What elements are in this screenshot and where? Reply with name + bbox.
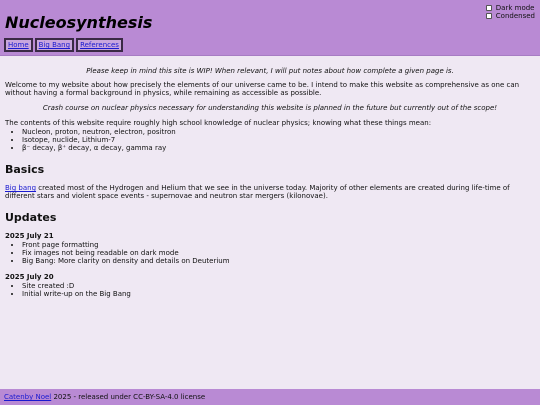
update-date: 2025 July 20 bbox=[5, 273, 54, 281]
updates-heading: Updates bbox=[5, 211, 57, 224]
list-item: • Initial write-up on the Big Bang bbox=[22, 290, 535, 298]
site-footer bbox=[0, 389, 540, 405]
nav-references-link[interactable]: References bbox=[76, 38, 123, 52]
author-link[interactable]: Catenby Noel bbox=[4, 393, 52, 401]
update-date: 2025 July 21 bbox=[5, 232, 54, 240]
requirements-intro: The contents of this website require roughly high school knowledge of nuclear physics; knowing what these things mean: bbox=[5, 119, 432, 127]
list-item: • Front page formatting bbox=[22, 241, 535, 249]
list-item: • Fix images not being readable on dark mode bbox=[22, 249, 535, 257]
dark-mode-toggle[interactable] bbox=[486, 4, 535, 12]
condensed-checkbox[interactable] bbox=[486, 13, 492, 19]
footer-text: 2025 - released under CC-BY-SA-4.0 license bbox=[51, 393, 206, 401]
basics-heading: Basics bbox=[5, 163, 45, 176]
requirements-list bbox=[5, 128, 535, 152]
welcome-paragraph: Welcome to my website about how precisely the elements of our universe came to be. I intend to make this website as comprehensive as one can without having a formal background in physics, while remaining as accessible as possible. bbox=[5, 81, 520, 97]
list-item: • β⁻ decay, β⁺ decay, α decay, gamma ray bbox=[22, 144, 535, 152]
basics-text: created most of the Hydrogen and Helium that we see in the universe today. Majority of other elements are created during life-time of different stars and violent space events - supernovae and neutron star mergers (kilonovae). bbox=[5, 184, 510, 200]
list-item: • Site created :D bbox=[22, 282, 535, 290]
display-toggles bbox=[486, 4, 535, 20]
dark-mode-label: Dark mode bbox=[495, 4, 535, 12]
nav-big-bang-link[interactable]: Big Bang bbox=[35, 38, 74, 52]
nav-home-link[interactable]: Home bbox=[4, 38, 33, 52]
main-content bbox=[0, 67, 540, 298]
condensed-toggle[interactable] bbox=[486, 12, 535, 20]
list-item: • Nucleon, proton, neutron, electron, positron bbox=[22, 128, 535, 136]
list-item: • Isotope, nuclide, Lithium-7 bbox=[22, 136, 535, 144]
update-list bbox=[5, 282, 535, 298]
list-item: • Big Bang: More clarity on density and details on Deuterium bbox=[22, 257, 535, 265]
main-nav bbox=[4, 38, 123, 52]
wip-note: Please keep in mind this site is WIP! When relevant, I will put notes about how complete a given page is. bbox=[86, 67, 454, 75]
condensed-label: Condensed bbox=[495, 12, 535, 20]
crash-course-note: Crash course on nuclear physics necessary for understanding this website is planned in the future but currently out of the scope! bbox=[42, 104, 498, 112]
dark-mode-checkbox[interactable] bbox=[486, 5, 492, 11]
update-list bbox=[5, 241, 535, 265]
site-header bbox=[0, 0, 540, 56]
big-bang-link[interactable]: Big bang bbox=[5, 184, 37, 192]
basics-paragraph bbox=[5, 184, 535, 200]
site-title: Nucleosynthesis bbox=[5, 13, 153, 32]
